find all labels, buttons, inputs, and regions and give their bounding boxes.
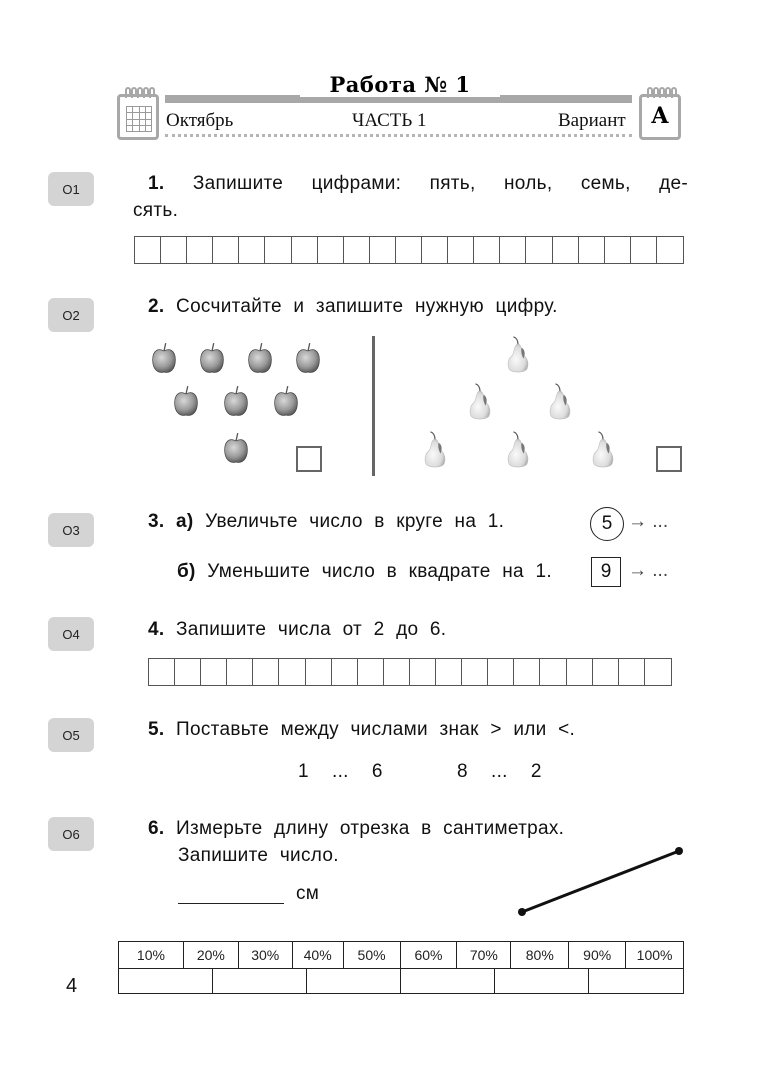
answer-cell[interactable] xyxy=(593,659,619,685)
segment-endpoint-start xyxy=(518,908,526,916)
month-label: Октябрь xyxy=(166,110,234,131)
task-3-number: 3. xyxy=(148,511,165,532)
line-segment xyxy=(510,840,690,925)
pear-icon xyxy=(588,430,620,470)
pear-icon xyxy=(545,382,577,422)
task-5-text xyxy=(148,716,575,743)
score-table xyxy=(118,941,684,994)
score-percent-cell: 50% xyxy=(344,942,401,968)
task-2-instruction: Сосчитайте и запишите нужную цифру. xyxy=(176,296,558,317)
segment-endpoint-end xyxy=(675,847,683,855)
task-badge-5: О5 xyxy=(48,718,94,752)
answer-cell[interactable] xyxy=(279,659,305,685)
answer-cell[interactable] xyxy=(631,237,657,263)
task-4-instruction: Запишите числа от 2 до 6. xyxy=(164,619,447,640)
answer-cell[interactable] xyxy=(318,237,344,263)
answer-cell[interactable] xyxy=(540,659,566,685)
answer-cell[interactable] xyxy=(175,659,201,685)
answer-cells-task-4[interactable] xyxy=(148,658,672,686)
task-3a-instruction: Увеличьте число в круге на 1. xyxy=(205,511,505,532)
task-1-text xyxy=(148,170,688,197)
task-badge-6: О6 xyxy=(48,817,94,851)
task-5-number: 5. xyxy=(148,719,165,740)
task-2-number: 2. xyxy=(148,296,165,317)
answer-cell[interactable] xyxy=(344,237,370,263)
pear-icon xyxy=(503,430,535,470)
circle-number: 5 xyxy=(590,507,624,541)
answer-cell[interactable] xyxy=(161,237,187,263)
task-4-text xyxy=(148,616,446,643)
score-percent-row xyxy=(119,942,683,968)
answer-cell[interactable] xyxy=(605,237,631,263)
task-6-number: 6. xyxy=(148,818,165,839)
pear-icon xyxy=(503,335,535,375)
task-6-line1 xyxy=(148,815,564,842)
answer-cell[interactable] xyxy=(579,237,605,263)
answer-cell[interactable] xyxy=(474,237,500,263)
vertical-divider xyxy=(372,336,375,476)
variant-label: Вариант xyxy=(558,110,626,131)
score-blank-cell[interactable] xyxy=(589,969,683,993)
score-blank-cell[interactable] xyxy=(401,969,495,993)
score-percent-cell: 60% xyxy=(401,942,458,968)
answer-cell[interactable] xyxy=(657,237,683,263)
apple-icon xyxy=(246,340,278,380)
apple-icon xyxy=(222,430,254,470)
apple-icon xyxy=(198,340,230,380)
answer-cell[interactable] xyxy=(370,237,396,263)
score-percent-cell: 90% xyxy=(569,942,626,968)
answer-cell[interactable] xyxy=(149,659,175,685)
score-percent-cell: 80% xyxy=(511,942,569,968)
task-6-instruction: Измерьте длину отрезка в сантиметрах. xyxy=(176,818,565,839)
task-1-number: 1. xyxy=(148,173,165,194)
task-badge-2: О2 xyxy=(48,298,94,332)
answer-cell[interactable] xyxy=(187,237,213,263)
answer-cell[interactable] xyxy=(332,659,358,685)
page-number: 4 xyxy=(66,975,78,997)
answer-cell[interactable] xyxy=(201,659,227,685)
task-1-line1: Запишите цифрами: пять, ноль, семь, де- xyxy=(192,173,688,194)
answer-cells-task-1[interactable] xyxy=(134,236,684,264)
answer-cell[interactable] xyxy=(488,659,514,685)
score-percent-cell: 100% xyxy=(636,947,673,963)
apple-icon xyxy=(294,340,326,380)
answer-cell[interactable] xyxy=(239,237,265,263)
task-2-text xyxy=(148,293,558,320)
task-3b-instruction: Уменьшите число в квадрате на 1. xyxy=(207,561,552,582)
unit-cm: см xyxy=(296,883,320,904)
apple-icon xyxy=(150,340,182,380)
answer-cell[interactable] xyxy=(619,659,645,685)
task-3a-text xyxy=(148,508,504,535)
part-label: ЧАСТЬ 1 xyxy=(352,110,427,131)
task-badge-3: О3 xyxy=(48,513,94,547)
task-5-instruction: Поставьте между числами знак > или <. xyxy=(176,719,576,740)
score-blank-row xyxy=(119,968,683,993)
square-number: 9 xyxy=(591,557,621,587)
answer-cell[interactable] xyxy=(526,237,552,263)
answer-cell[interactable] xyxy=(567,659,593,685)
apple-icon xyxy=(172,383,204,423)
answer-cell[interactable] xyxy=(253,659,279,685)
answer-cell[interactable] xyxy=(422,237,448,263)
answer-cell[interactable] xyxy=(514,659,540,685)
answer-blank-line[interactable] xyxy=(178,903,284,904)
score-percent-cell: 30% xyxy=(239,942,293,968)
score-percent-cell: 40% xyxy=(293,942,344,968)
score-percent-cell: 10% xyxy=(119,942,184,968)
score-percent-cell: 70% xyxy=(457,942,511,968)
answer-box-apples[interactable] xyxy=(296,446,322,472)
task-3b-label: б) xyxy=(177,561,196,582)
arrow-answer-a[interactable]: → ... xyxy=(628,511,669,532)
task-3a-label: а) xyxy=(176,511,194,532)
apple-icon xyxy=(272,383,304,423)
answer-cell[interactable] xyxy=(213,237,239,263)
task-4-number: 4. xyxy=(148,619,165,640)
score-blank-cell[interactable] xyxy=(119,969,213,993)
score-blank-cell[interactable] xyxy=(307,969,401,993)
answer-cell[interactable] xyxy=(436,659,462,685)
answer-box-pears[interactable] xyxy=(656,446,682,472)
calendar-variant-icon xyxy=(639,94,681,140)
task-badge-4: О4 xyxy=(48,617,94,651)
pear-icon xyxy=(465,382,497,422)
answer-cell[interactable] xyxy=(292,237,318,263)
answer-cell[interactable] xyxy=(410,659,436,685)
answer-cell[interactable] xyxy=(358,659,384,685)
apple-icon xyxy=(222,383,254,423)
answer-cell[interactable] xyxy=(500,237,526,263)
task-6-line2: Запишите число. xyxy=(178,845,339,866)
task-badge-1: О1 xyxy=(48,172,94,206)
header-dotted-line xyxy=(165,134,632,137)
compare-pair-2[interactable]: 8 ... 2 xyxy=(457,761,542,782)
compare-pair-1[interactable]: 1 ... 6 xyxy=(298,761,383,782)
answer-cell[interactable] xyxy=(227,659,253,685)
answer-cell[interactable] xyxy=(135,237,161,263)
task-3b-text xyxy=(177,558,552,585)
segment-line xyxy=(522,851,679,912)
answer-cell[interactable] xyxy=(265,237,291,263)
variant-letter: А xyxy=(651,103,669,129)
calendar-icon xyxy=(117,94,159,140)
answer-cell[interactable] xyxy=(645,659,671,685)
task-1-line2: сять. xyxy=(133,200,179,221)
answer-cell[interactable] xyxy=(553,237,579,263)
answer-cell[interactable] xyxy=(396,237,422,263)
score-percent-cell: 20% xyxy=(184,942,239,968)
work-title: Работа № 1 xyxy=(300,72,500,97)
answer-cell[interactable] xyxy=(306,659,332,685)
answer-cell[interactable] xyxy=(384,659,410,685)
answer-cell[interactable] xyxy=(462,659,488,685)
arrow-answer-b[interactable]: → ... xyxy=(628,560,669,581)
answer-cell[interactable] xyxy=(448,237,474,263)
score-blank-cell[interactable] xyxy=(213,969,307,993)
pear-icon xyxy=(420,430,452,470)
score-blank-cell[interactable] xyxy=(495,969,589,993)
